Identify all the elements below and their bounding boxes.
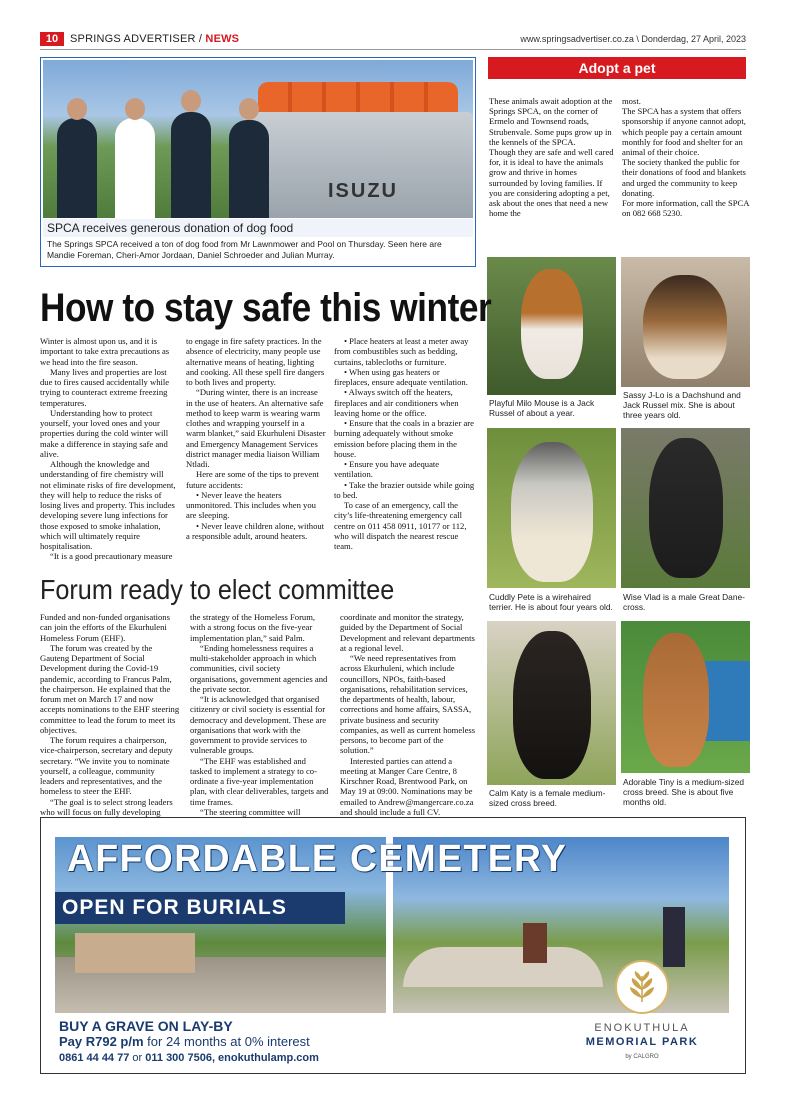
- dog-caption: Playful Milo Mouse is a Jack Russel of about a year.: [489, 398, 595, 418]
- advert-lay-by: BUY A GRAVE ON LAY-BY: [59, 1018, 233, 1034]
- spca-photo: [43, 60, 473, 218]
- advert-payment: Pay R792 p/m for 24 months at 0% interest: [59, 1034, 310, 1049]
- winter-column-1: [40, 336, 176, 562]
- winter-column-3: [334, 336, 476, 551]
- forum-column-3: [340, 612, 478, 817]
- forum-headline: Forum ready to elect committee: [40, 574, 395, 605]
- article-paragraph: the strategy of the Homeless Forum, with a strong focus on the five-year implementation plan,” said Palm.: [190, 612, 316, 643]
- advert-title: AFFORDABLE CEMETERY: [67, 838, 568, 880]
- person-2-head: [125, 98, 145, 120]
- article-paragraph: “During winter, there is an increase in the use of heaters. An alternative safe method to keep warm is wearing warm clothes and wrapping yourself in a warm blanket,” said Ekurhuleni Disaster and Emergency Management Services district manager media liaison William Ntladi.: [186, 387, 326, 469]
- article-paragraph: • Always switch off the heaters, fireplaces and air conditioners when leaving home or the office.: [334, 387, 459, 418]
- adopt-paragraph: The SPCA has a system that offers sponsorship if anyone cannot adopt, which people pay a certain amount monthly for food and shelter for an animal of their choice.: [622, 106, 746, 158]
- article-paragraph: “It is a good precautionary measure: [50, 551, 173, 562]
- article-paragraph: “The steering committee will: [200, 806, 301, 817]
- advert-contact: 0861 44 44 77 or 011 300 7506, enokuthulamp.com: [59, 1052, 319, 1064]
- photo-headline: SPCA receives generous donation of dog food: [43, 219, 473, 237]
- dog-photo: [621, 621, 750, 773]
- article-paragraph: • Never leave the heaters unmonitored. This includes when you are sleeping.: [186, 489, 316, 521]
- dog-photo: [487, 428, 616, 588]
- adopt-heading: Adopt a pet: [488, 57, 746, 79]
- dog-photo: [621, 428, 750, 588]
- dog-jlo: [621, 257, 750, 427]
- advert-brand-line-2: MEMORIAL PARK: [585, 1036, 699, 1048]
- article-paragraph: Interested parties can attend a meeting at Manger Care Centre, 8 Kirschner Road, Brentwood Park, on May 19 at 09:00. Nominations may be emailed to Andrew@mangercare.co.za and should include a full CV.: [340, 755, 474, 817]
- article-paragraph: coordinate and monitor the strategy, guided by the Department of Social Development and relevant departments at a regional level.: [340, 612, 475, 653]
- adopt-column-2: [622, 96, 749, 218]
- article-paragraph: • Ensure that the coals in a brazier are burning adequately without smoke emission before placing them in the house.: [334, 418, 474, 459]
- forum-column-1: [40, 612, 180, 817]
- dog-milo: [487, 257, 616, 424]
- article-paragraph: “We need representatives from across Ekurhuleni, which include councillors, NPOs, faith-based organisations, rehabilitation services, the departments of health, labour, corrections and home affairs, SASSA, private business and security companies, as well as current homeless persons, to become part of the solution.”: [340, 653, 476, 756]
- dog-caption: Sassy J-Lo is a Dachshund and Jack Russel mix. She is about three years old.: [623, 390, 741, 420]
- spca-photo-story: [40, 57, 476, 267]
- winter-headline: How to stay safe this winter: [40, 286, 492, 330]
- person-1-head: [67, 98, 87, 120]
- dog-photo: [621, 257, 750, 387]
- adopt-column-1: [489, 96, 616, 218]
- article-paragraph: Many lives and properties are lost due to fires caused accidentally while trying to counteract extreme freezing temperatures.: [40, 366, 170, 408]
- truck-brand-text: ISUZU: [328, 180, 398, 202]
- person-4: [229, 120, 269, 218]
- dog-vlad: [621, 428, 750, 616]
- article-paragraph: • Never leave children alone, without a responsible adult, around heaters.: [186, 520, 325, 541]
- page-number: 10: [40, 32, 64, 46]
- header-rule: [40, 49, 746, 50]
- site-date: www.springsadvertiser.co.za \ Donderdag, 27 April, 2023: [520, 34, 746, 44]
- article-paragraph: The forum requires a chairperson, vice-chairperson, secretary and deputy secretary. “We invite you to nominate yourself, a colleague, community leaders and representatives, and the homeless to steer the EHF.: [40, 735, 173, 797]
- article-paragraph: “It is acknowledged that organised citizenry or civil society is essential for democracy and development. These are organisations that work with the government to provide services to vulnerable groups.: [190, 694, 327, 756]
- advert-banner: OPEN FOR BURIALS: [55, 892, 345, 924]
- article-paragraph: Funded and non-funded organisations can join the efforts of the Ekurhuleni Homeless Forum (EHF).: [40, 612, 170, 643]
- adopt-paragraph: Though they are safe and well cared for, it is ideal to have the animals grow and thrive in homes surrounded by loving families. If you are considering adopting a pet, ask about the ones that need a new home the: [489, 147, 614, 219]
- adopt-paragraph: most.: [622, 96, 641, 106]
- person-4-head: [239, 98, 259, 120]
- person-3: [171, 112, 211, 218]
- dog-photo: [487, 621, 616, 785]
- article-paragraph: • When using gas heaters or fireplaces, ensure adequate ventilation.: [334, 366, 468, 387]
- advert-brand-line-3: by CALGRO: [625, 1054, 659, 1060]
- forum-column-2: [190, 612, 330, 817]
- article-paragraph: • Take the brazier outside while going to bed.: [334, 479, 475, 500]
- article-paragraph: Although the knowledge and understanding of fire chemistry will not eliminate risks of fire development, they will help to reduce the risks of losing lives and property. This includes developing severe lung infections for those exposed to smoke inhalation, which will ultimately require hospitalisation.: [40, 459, 176, 551]
- article-paragraph: • Ensure you have adequate ventilation.: [334, 459, 440, 480]
- dog-pete: [487, 428, 616, 616]
- dog-caption: Wise Vlad is a male Great Dane-cross.: [623, 592, 745, 612]
- article-paragraph: “Ending homelessness requires a multi-stakeholder approach in which communities, civil society organisations, government agencies and the private sector.: [190, 642, 328, 694]
- dog-caption: Calm Katy is a female medium-sized cross breed.: [489, 788, 606, 808]
- leaf-logo-icon: [615, 960, 669, 1014]
- article-paragraph: Winter is almost upon us, and it is important to take extra precautions as we head into the fire season.: [40, 336, 170, 367]
- adopt-paragraph: These animals await adoption at the Springs SPCA, on the corner of Ermelo and Townsend roads, Strubenvale. Some pups grow up in the kennels of the SPCA.: [489, 96, 613, 147]
- article-paragraph: Understanding how to protect yourself, your loved ones and your properties during the cold winter will make a difference in staying safe and alive.: [40, 407, 169, 459]
- dog-caption: Adorable Tiny is a medium-sized cross breed. She is about five months old.: [623, 777, 745, 807]
- dog-caption: Cuddly Pete is a wirehaired terrier. He is about four years old.: [489, 592, 613, 612]
- article-paragraph: Here are some of the tips to prevent future accidents:: [186, 469, 319, 490]
- winter-column-2: [186, 336, 326, 541]
- cemetery-advert: [40, 817, 746, 1074]
- dog-photo: [487, 257, 616, 395]
- section-name: NEWS: [205, 33, 240, 45]
- publication-name: SPRINGS ADVERTISER / NEWS: [70, 33, 240, 45]
- adopt-paragraph: The society thanked the public for their donations of food and blankets and urged the community to keep donating.: [622, 157, 746, 198]
- article-paragraph: “The goal is to select strong leaders who will focus on fully developing: [40, 796, 173, 817]
- person-3-head: [181, 90, 201, 112]
- dog-tiny: [621, 621, 750, 811]
- person-2: [115, 118, 155, 218]
- advert-brand-line-1: ENOKUTHULA: [594, 1022, 690, 1034]
- article-paragraph: To case of an emergency, call the city’s life-threatening emergency call centre on 011 458 0911, 10177 or 112, who will dispatch the nearest rescue team.: [334, 500, 467, 551]
- adopt-paragraph: For more information, call the SPCA on 082 668 5230.: [622, 198, 749, 219]
- article-paragraph: “The EHF was established and tasked to implement a strategy to co-ordinate a five-year implementation plan, with clear deliverables, targets and time frames.: [190, 755, 329, 807]
- photo-caption: The Springs SPCA received a ton of dog food from Mr Lawnmower and Pool on Thursday. Seen here are Mandie Foreman, Cheri-Amor Jordaan, Daniel Schroeder and Julian Murray.: [47, 239, 442, 260]
- person-1: [57, 118, 97, 218]
- article-paragraph: • Place heaters at least a meter away from combustibles such as bedding, curtains, tablecloths or furniture.: [334, 336, 469, 367]
- article-paragraph: to engage in fire safety practices. In the absence of electricity, many people use alternative means of heating, lighting and cooking. All these spell fire dangers to both lives and property.: [186, 336, 325, 387]
- article-paragraph: The forum was created by the Gauteng Department of Social Development during the Covid-19 pandemic, according to Francus Palm, the chairperson. He explained that the forum met on March 17 and now accepts nominations to the EHF steering committee to lead the forum to meet its objectives.: [40, 642, 180, 735]
- dog-katy: [487, 621, 616, 811]
